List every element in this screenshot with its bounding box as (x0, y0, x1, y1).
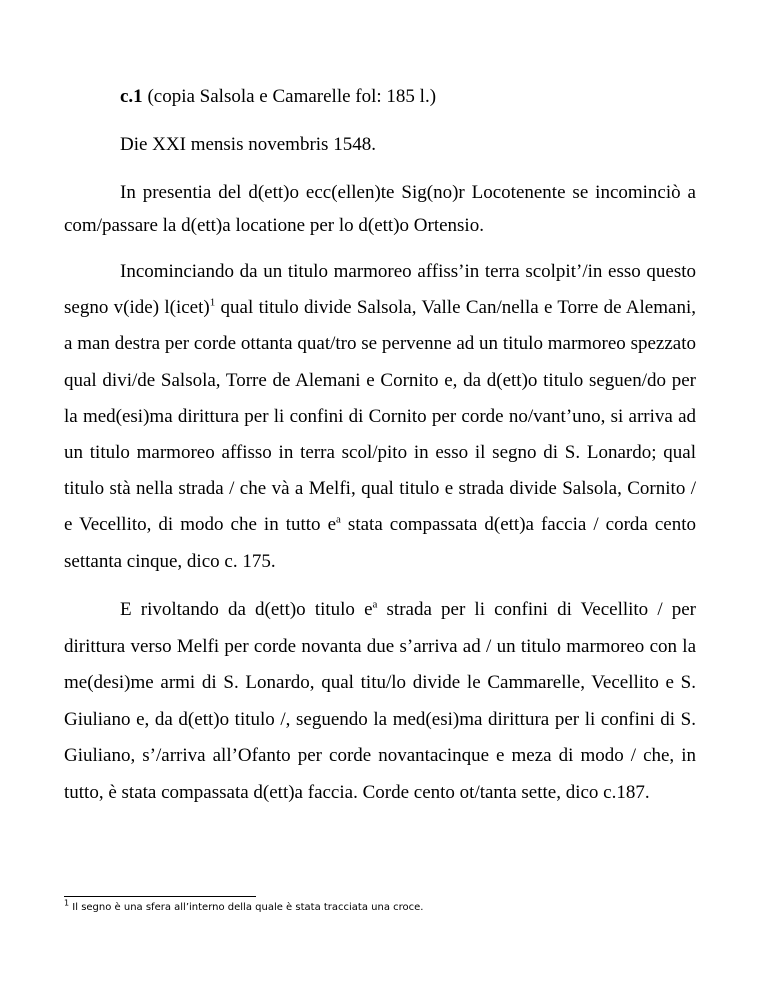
folio-label: c.1 (120, 86, 143, 107)
paragraph-2-part-b: qual titulo divide Salsola, Valle Can/nella e Torre de Alemani, a man destra per corde ottanta quat/tro se pervenne ad un titulo marmoreo spezzato qual divi/de Salsola, Torre de Alemani e Cornito e, da d(ett)o titulo seguen/do per la med(esi)ma dirittura per li confini di Cornito per corde no/vant’uno, si arriva ad un titulo marmoreo affisso in terra scol/pito in esso il segno di S. Lonardo; qual titulo stà nella strada / che và a Melfi, qual titulo e strada divide Salsola, Cornito / e Vecellito, di modo che in tutto e (64, 297, 696, 536)
footnote-divider (64, 896, 256, 897)
footnote-reference[interactable]: 1 (209, 296, 216, 309)
document-date: Die XXI mensis novembris 1548. (120, 134, 376, 155)
footnote-number: 1 (64, 898, 70, 908)
paragraph-3-part-a: E rivoltando da d(ett)o titulo e (120, 599, 373, 620)
superscript-a-mark-2: a (372, 598, 378, 611)
folio-source: (copia Salsola e Camarelle fol: 185 l.) (147, 86, 437, 107)
paragraph-3 (64, 592, 696, 811)
paragraph-2-part-a: Incominciando da un titulo marmoreo affiss’in terra scolpit’/in esso questo segno v(ide) l(icet) (64, 261, 696, 319)
folio-header (120, 80, 436, 113)
superscript-a-mark: a (336, 514, 341, 527)
footnote-text: Il segno è una sfera all’interno della quale è stata tracciata una croce. (72, 902, 424, 913)
footnote (64, 898, 424, 915)
paragraph-2 (64, 254, 696, 580)
paragraph-3-part-b: strada per li confini di Vecellito / per dirittura verso Melfi per corde novanta due s’arriva ad / un titulo marmoreo con la me(desi)me armi di S. Lonardo, qual titu/lo divide le Cammarelle, Vecellito e S. Giuliano e, da d(ett)o titulo /, seguendo la med(esi)ma dirittura per li confini di S. Giuliano, s’/arriva all’Ofanto per corde novantacinque e meza di modo / che, in tutto, è stata compassata d(ett)a faccia. Corde cento ot/tanta sette, dico c.187. (64, 599, 696, 803)
paragraph-2-part-c: stata compassata d(ett)a faccia / corda cento settanta cinque, dico c. 175. (64, 514, 696, 572)
paragraph-1: In presentia del d(ett)o ecc(ellen)te Sig(no)r Locotenente se incominciò a com/passare la d(ett)a locatione per lo d(ett)o Ortensio. (64, 182, 696, 236)
